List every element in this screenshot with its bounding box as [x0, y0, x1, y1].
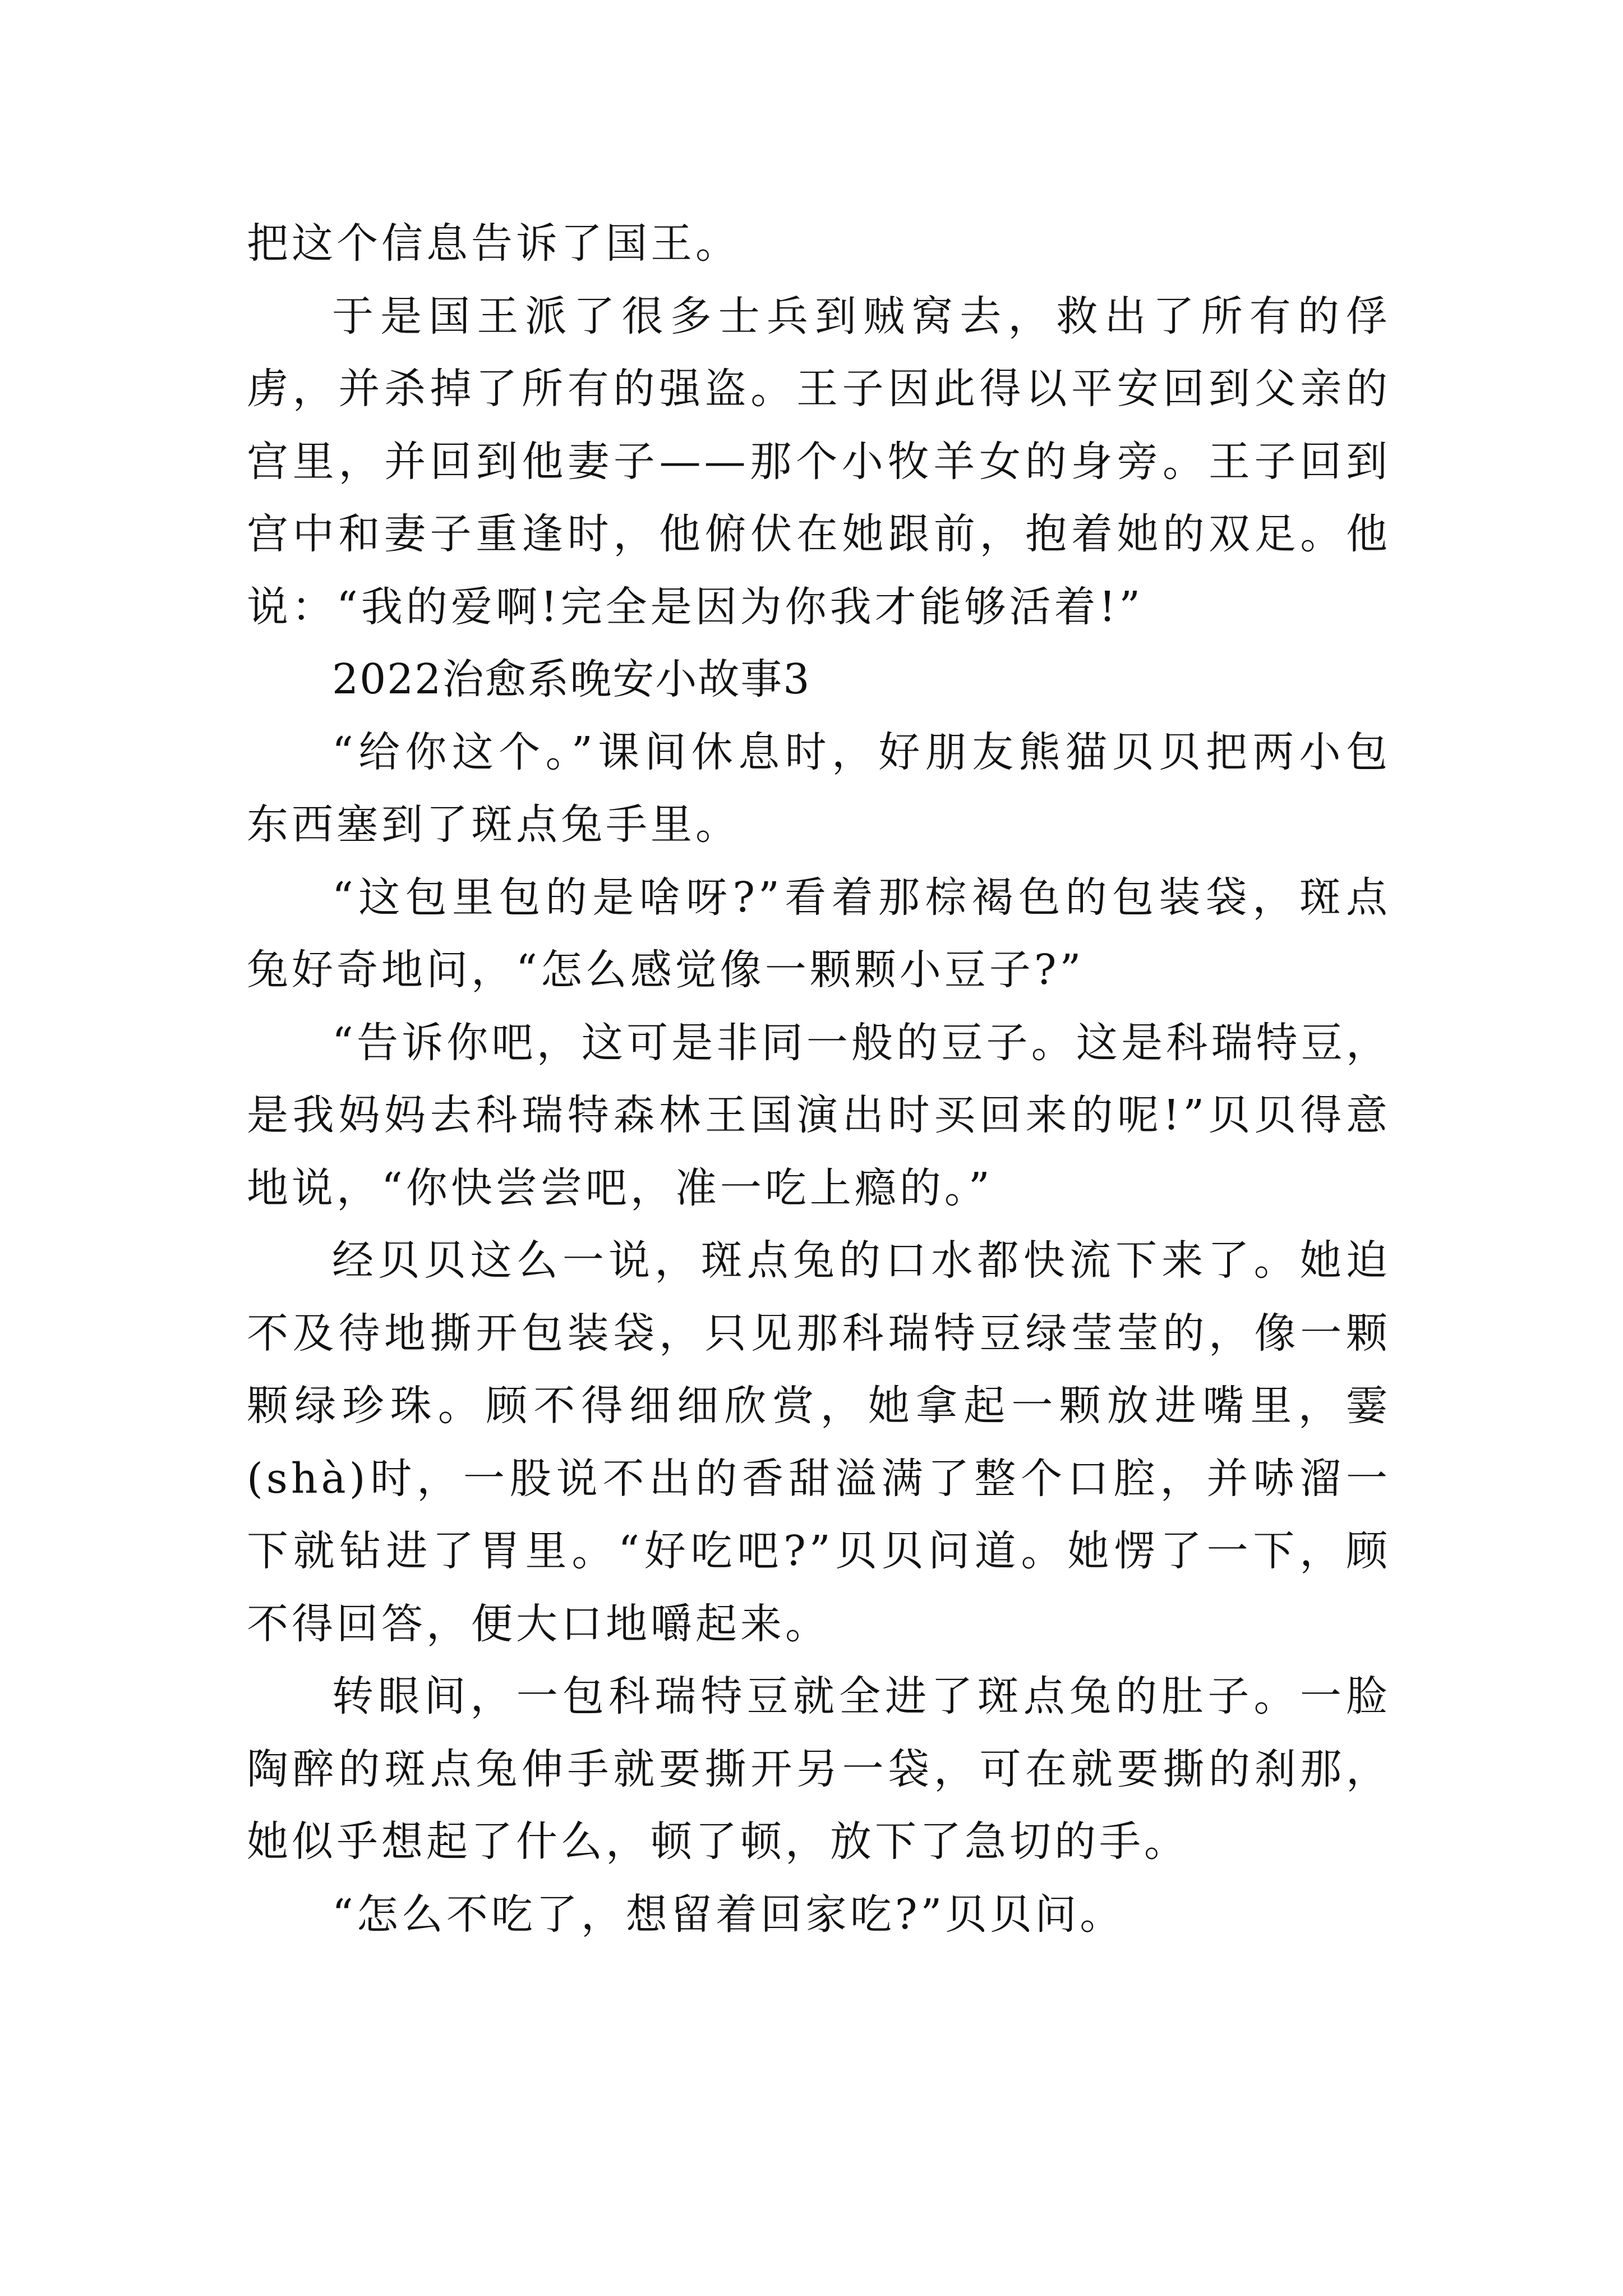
- document-body: [247, 208, 1391, 1951]
- paragraph-5: “告诉你吧，这可是非同一般的豆子。这是科瑞特豆，是我妈妈去科瑞特森林王国演出时买回来的呢!”贝贝得意地说，“你快尝尝吧，准一吃上瘾的。”: [247, 1018, 1391, 1212]
- paragraph-7: 转眼间，一包科瑞特豆就全进了斑点兔的肚子。一脸陶醉的斑点兔伸手就要撕开另一袋，可在就要撕的刹那，她似乎想起了什么，顿了顿，放下了急切的手。: [247, 1672, 1391, 1866]
- paragraph-4: “这包里包的是啥呀?”看着那棕褐色的包装袋，斑点兔好奇地问，“怎么感觉像一颗颗小豆子?”: [247, 873, 1391, 994]
- paragraph-3: “给你这个。”课间休息时，好朋友熊猫贝贝把两小包东西塞到了斑点兔手里。: [247, 728, 1391, 849]
- paragraph-2: 于是国王派了很多士兵到贼窝去，救出了所有的俘虏，并杀掉了所有的强盗。王子因此得以平安回到父亲的宫里，并回到他妻子——那个小牧羊女的身旁。王子回到宫中和妻子重逢时，他俯伏在她跟前，抱着她的双足。他说：“我的爱啊!完全是因为你我才能够活着!”: [247, 292, 1391, 631]
- paragraph-1: 把这个信息告诉了国王。: [247, 219, 740, 268]
- story-heading: 2022治愈系晚安小故事3: [332, 655, 811, 703]
- paragraph-6: 经贝贝这么一说，斑点兔的口水都快流下来了。她迫不及待地撕开包装袋，只见那科瑞特豆绿莹莹的，像一颗颗绿珍珠。顾不得细细欣赏，她拿起一颗放进嘴里，霎(shà)时，一股说不出的香甜溢满了整个口腔，并哧溜一下就钻进了胃里。“好吃吧?”贝贝问道。她愣了一下，顾不得回答，便大口地嚼起来。: [247, 1236, 1391, 1648]
- paragraph-8: “怎么不吃了，想留着回家吃?”贝贝问。: [332, 1890, 1125, 1939]
